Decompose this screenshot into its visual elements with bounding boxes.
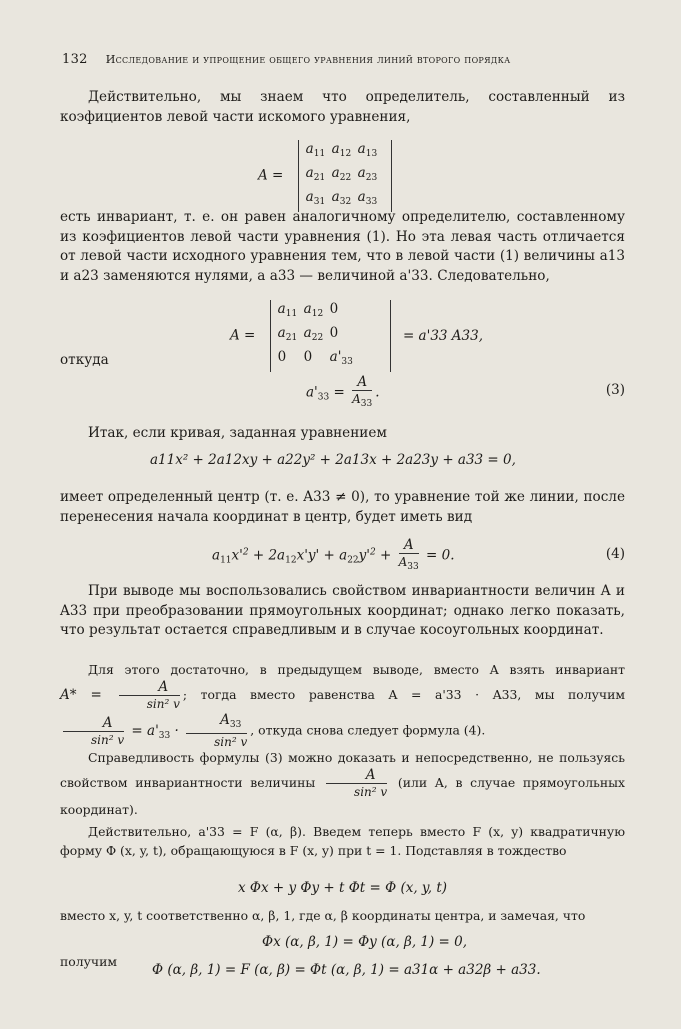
paragraph-5: При выводе мы воспользовались свойством инвариантности величин A и A33 при преобразовании прямоугольных координат; однако легко показать, что результат остается справедливым и в случае косоугольных координат.	[60, 583, 625, 638]
general-equation: a11x² + 2a12xy + a22y² + 2a13x + 2a23y + a33 = 0,	[150, 452, 516, 468]
paragraph-3: Итак, если кривая, заданная уравнением	[88, 425, 387, 441]
determinant-a: A = $a_{11}$ $a_{12}$ $a_{13}$ $a_{21}$ $a_{22}$ $a_{23}$ $a_{31}$ $a_{32}$ $a_{33}$	[258, 140, 392, 212]
paragraph-4: имеет определенный центр (т. е. A33 ≠ 0), то уравнение той же линии, после перенесения начала координат в центр, будет иметь вид	[60, 489, 625, 525]
paragraph-7: Справедливость формулы (3) можно доказать и непосредственно, не пользуясь свойством инвариантности величины $\frac{A}{\text{sin² v}}$ (или A, в случае прямоугольных координат).	[60, 750, 625, 817]
page-number: 132	[62, 52, 88, 67]
word-whence: откуда	[60, 352, 109, 368]
paragraph-9: вместо x, y, t соответственно α, β, 1, где α, β координаты центра, и замечая, что	[60, 908, 586, 923]
paragraph-2: есть инвариант, т. е. он равен аналогичному определителю, составленному из коэфициентов левой части уравнения (1). Но эта левая часть отличается от левой части исходного уравнения тем, что в левой части (1) величины a13 и a23 заменяются нулями, а a33 — величиной a'33. Следовательно,	[60, 209, 625, 284]
equation-4-number: (4)	[605, 546, 625, 562]
paragraph-8: Действительно, a'33 = F (α, β). Введем теперь вместо F (x, y) квадратичную форму Φ (x, y, t), обращающуюся в F (x, y) при t = 1. Подставляя в тождество	[60, 824, 625, 858]
determinant-reduced: A = $a_{11}$ $a_{12}$ 0 $a_{21}$ $a_{22}$ 0 0 0 $a'_{33}$ = a'33 A33,	[230, 300, 483, 372]
identity-equation: x Φx + y Φy + t Φt = Φ (x, y, t)	[238, 880, 448, 896]
center-equation: Φx (α, β, 1) = Φy (α, β, 1) = 0,	[262, 934, 468, 950]
paragraph-6: Для этого достаточно, в предыдущем выводе, вместо A взять инвариант A* = $\frac{A}{\text{sin² v}}$ ; тогда вместо равенства A = a'33 · A33, мы получим $\frac{A}{\text{sin² v}}$ = $a'_{33}$ · $\frac{A_{33}}{\text{sin² v}}$ , откуда снова следует формула (4).	[60, 662, 625, 749]
word-obtain: получим	[60, 954, 117, 969]
header-title: Исследование и упрощение общего уравнения линий второго порядка	[105, 53, 511, 66]
running-header	[62, 52, 622, 67]
final-equation: Φ (α, β, 1) = F (α, β) = Φt (α, β, 1) = a31α + a32β + a33.	[152, 962, 541, 978]
equation-3-number: (3)	[605, 382, 625, 398]
equation-3: $a'_{33}$ = $\frac{A}{A_{33}}$ .	[306, 374, 380, 409]
equation-4: $a_{11}x'^2 + 2a_{12}x'y' + a_{22}y'^2$ + $\frac{A}{A_{33}}$ = 0.	[212, 537, 455, 572]
paragraph-1: Действительно, мы знаем что определитель, составленный из коэфициентов левой части искомого уравнения,	[60, 89, 625, 125]
